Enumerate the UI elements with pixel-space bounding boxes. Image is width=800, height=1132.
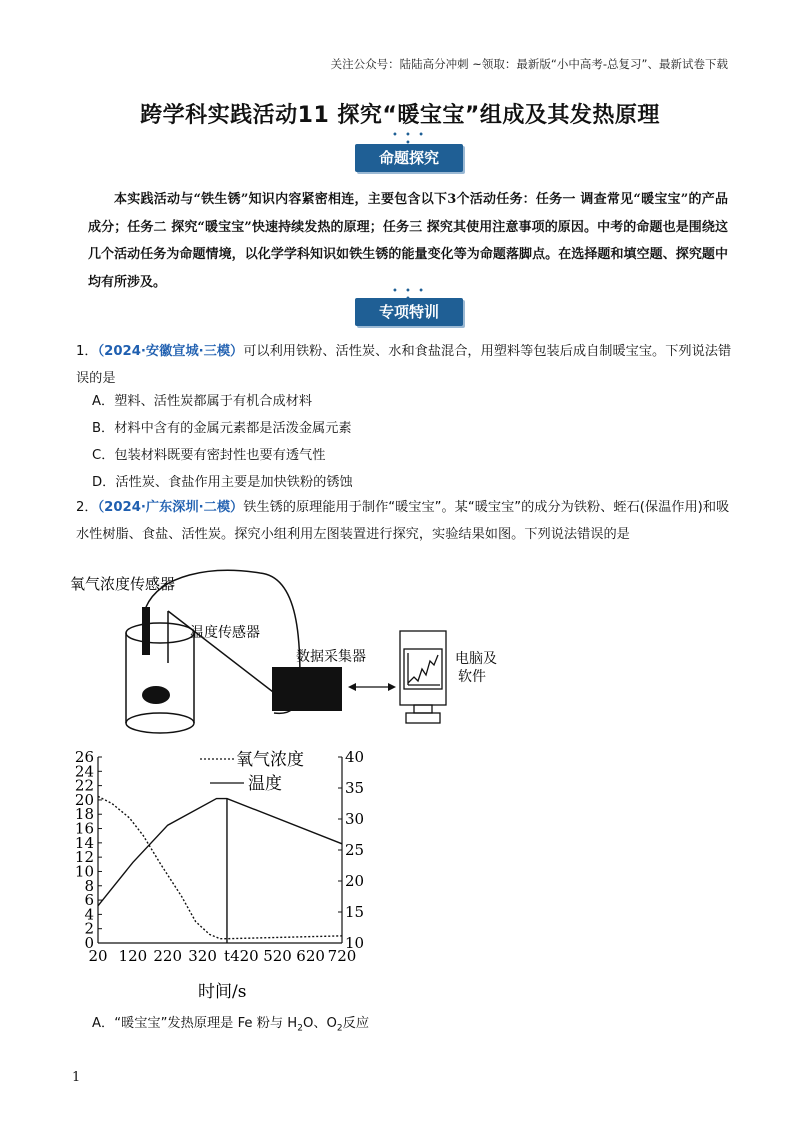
right-tick-label: 25 bbox=[345, 841, 365, 859]
legend-temp-label: 温度 bbox=[248, 774, 282, 794]
oxygen-series-line bbox=[98, 796, 342, 938]
left-tick-label: 12 bbox=[74, 848, 94, 867]
left-tick-label: 4 bbox=[84, 905, 94, 924]
question-1 bbox=[76, 338, 736, 392]
left-tick-label: 14 bbox=[74, 833, 94, 852]
left-tick-label: 2 bbox=[84, 919, 94, 938]
right-tick-label: 10 bbox=[345, 934, 365, 952]
section-banner-exploration: 命题探究 bbox=[355, 144, 463, 172]
page-title: 跨学科实践活动11 探究“暖宝宝”组成及其发热原理 bbox=[140, 103, 660, 128]
q2-option-a: A．“暖宝宝”发热原理是 Fe 粉与 $H_2O$、$O_2$反应 bbox=[92, 1016, 370, 1034]
x-tick-label: 120 bbox=[118, 947, 148, 965]
q1-option-d: D．活性炭、食盐作用主要是加快铁粉的锈蚀 bbox=[92, 475, 353, 490]
right-tick-label: 30 bbox=[345, 810, 365, 828]
beaker-icon bbox=[126, 623, 194, 733]
oxygen-sensor-label: 氧气浓度传感器 bbox=[70, 575, 176, 593]
legend-oxygen-label: 氧气浓度 bbox=[236, 750, 304, 770]
heat-pack-sample bbox=[142, 686, 170, 704]
x-axis-label: 时间/s bbox=[198, 982, 247, 1002]
right-tick-label: 35 bbox=[345, 779, 365, 797]
question-stem: 可以利用铁粉、活性炭、水和食盐混合，用塑料等包装后成自制暖宝宝。下列说法错误的是 bbox=[76, 344, 732, 386]
question-number: 2． bbox=[76, 500, 98, 515]
left-tick-label: 18 bbox=[74, 805, 94, 824]
temperature-series-line bbox=[98, 799, 342, 906]
question-source: （2024·安徽宣城·三模） bbox=[97, 344, 244, 359]
temp-sensor-label: 温度传感器 bbox=[190, 625, 260, 641]
left-tick-label: 0 bbox=[84, 934, 94, 952]
left-tick-label: 26 bbox=[74, 748, 94, 766]
left-tick-label: 8 bbox=[84, 876, 94, 895]
page-number: 1 bbox=[72, 1070, 81, 1085]
question-2 bbox=[76, 494, 736, 548]
x-tick-label: 420 bbox=[230, 947, 259, 965]
right-tick-label: 15 bbox=[345, 903, 365, 921]
x-tick-label: 520 bbox=[263, 947, 292, 965]
q1-option-a: A．塑料、活性炭都属于有机合成材料 bbox=[92, 394, 313, 409]
oxygen-probe bbox=[142, 607, 150, 655]
x-tick-label: 220 bbox=[153, 947, 183, 965]
left-tick-label: 16 bbox=[74, 819, 94, 838]
x-tick-label: 620 bbox=[296, 947, 325, 965]
computer-label: 电脑及 bbox=[455, 651, 497, 667]
x-tick-label: 720 bbox=[327, 947, 357, 965]
question-number: 1． bbox=[76, 344, 98, 359]
header-note: 关注公众号：陆陆高分冲刺 ~领取：最新版“小中高考-总复习”、最新试卷下载 bbox=[330, 57, 728, 71]
computer-icon bbox=[400, 631, 446, 723]
x-tick-label: t bbox=[223, 947, 230, 965]
q1-option-b: B．材料中含有的金属元素都是活泼金属元素 bbox=[92, 421, 352, 436]
question-stem: 铁生锈的原理能用于制作“暖宝宝”。某“暖宝宝”的成分为铁粉、蛭石(保温作用)和吸水性树脂、食盐、活性炭。探究小组利用左图装置进行探究，实验结果如图。下列说法错误的是 bbox=[76, 500, 730, 542]
left-tick-label: 6 bbox=[84, 891, 94, 910]
banner-dots: • • • bbox=[391, 286, 427, 297]
left-tick-label: 10 bbox=[74, 862, 94, 881]
left-tick-label: 20 bbox=[74, 790, 94, 809]
q1-option-c: C．包装材料既要有密封性也要有透气性 bbox=[92, 448, 326, 463]
right-tick-label: 40 bbox=[345, 748, 365, 766]
question-source: （2024·广东深圳·二模） bbox=[97, 500, 244, 515]
apparatus-diagram bbox=[60, 565, 520, 745]
computer-label-2: 软件 bbox=[458, 669, 486, 685]
banner-dots: • • • bbox=[391, 130, 427, 141]
chart bbox=[60, 745, 390, 1005]
left-tick-label: 24 bbox=[74, 762, 94, 781]
left-tick-label: 22 bbox=[74, 776, 94, 795]
section-banner-practice: 专项特训 bbox=[355, 298, 463, 326]
x-tick-label: 20 bbox=[88, 947, 108, 965]
data-collector-box bbox=[272, 667, 342, 711]
collector-label: 数据采集器 bbox=[296, 649, 366, 665]
right-tick-label: 20 bbox=[345, 872, 365, 890]
x-tick-label: 320 bbox=[188, 947, 217, 965]
intro-paragraph: 本实践活动与“铁生锈”知识内容紧密相连，主要包含以下3个活动任务：任务一 调查常见“暖宝宝”的产品成分；任务二 探究“暖宝宝”快速持续发热的原理；任务三 探究其使用注意事项的原因。中考的命题也是围绕这几个活动任务为命题情境，以化学学科知识如铁生锈的能量变化等为命题落脚点。在选择题和填空题、探究题中均有所涉及。 bbox=[88, 192, 728, 290]
